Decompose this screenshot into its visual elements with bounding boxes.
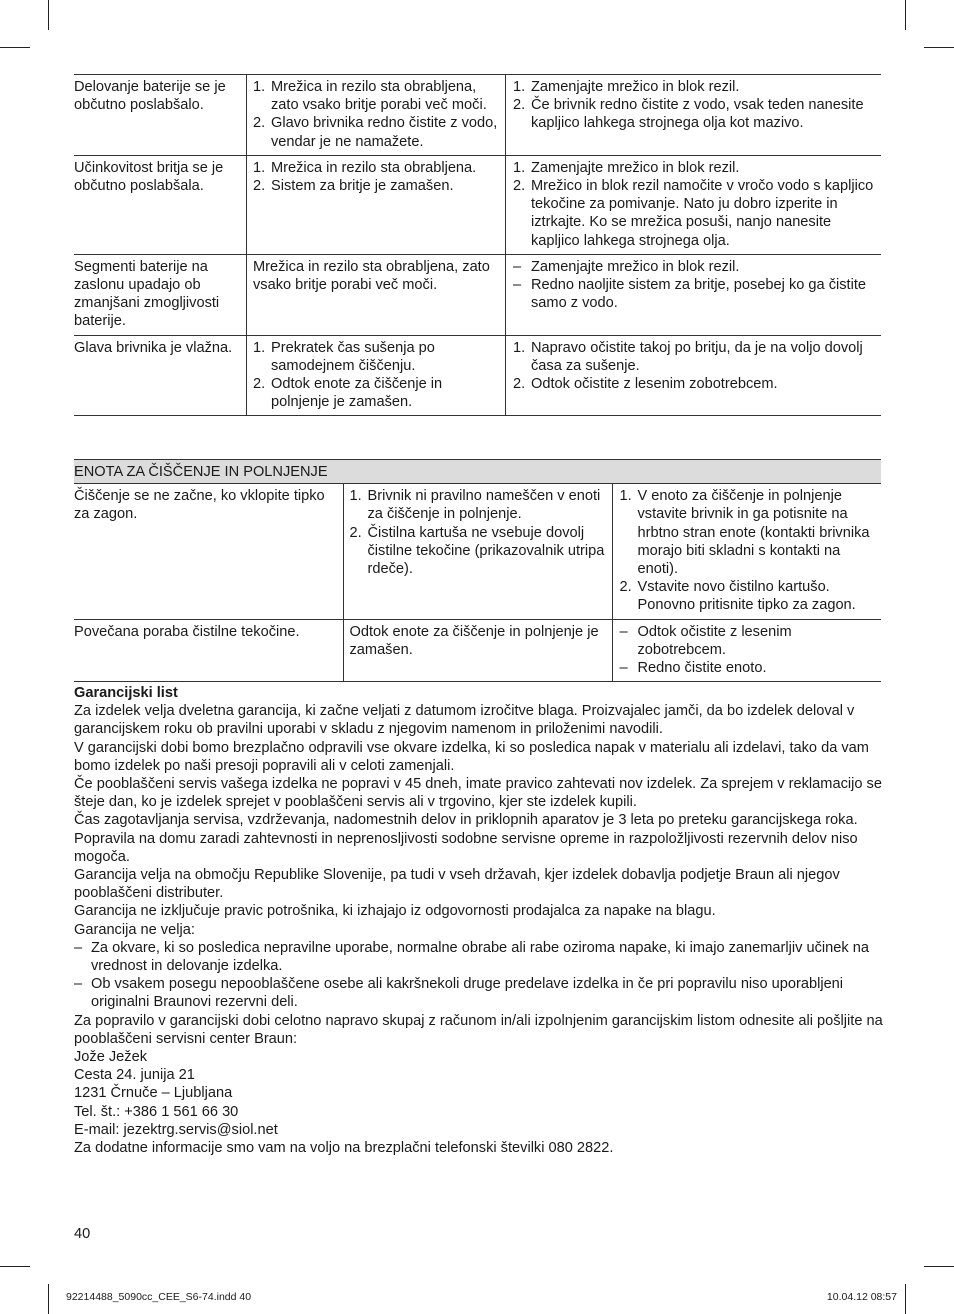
list-marker: 2. [253, 115, 266, 132]
crop-mark [48, 0, 49, 30]
list-marker: 1. [513, 79, 526, 95]
table-row [74, 155, 881, 254]
guarantee-paragraph: Garancija ne izključuje pravic potrošnika, ki izhajajo iz odgovornosti prodajalca za napake na blagu. [74, 903, 716, 920]
cause-item [253, 159, 501, 177]
remedy-item [513, 276, 881, 312]
remedy-item-text: Zamenjajte mrežico in blok rezil. [531, 258, 740, 275]
guarantee-paragraph: Tel. št.: +386 1 561 66 30 [74, 1103, 239, 1120]
guarantee-paragraph: V garancijski dobi bomo brezplačno odpravili vse okvare izdelka, ki so posledica napak v materialu ali izdelavi, tako da vam bomo izdelek po naši presoji popravili ali v celoti zamenjali. [74, 739, 869, 774]
remedy-item-text: V enoto za čiščenje in polnjenje vstavite brivnik in ga potisnite na hrbtno stran enote (kontakti brivnika morajo biti skladni s kontakti na enoti). [637, 488, 870, 578]
list-marker: 1. [253, 79, 266, 95]
cause-item [253, 78, 501, 114]
cause-item [253, 375, 501, 411]
remedy-item [513, 78, 881, 96]
guarantee-paragraph: Garancija ne velja: [74, 921, 195, 938]
guarantee-exclusions [74, 939, 884, 1012]
remedy-cell [612, 484, 881, 619]
list-marker: 1. [349, 488, 362, 505]
cause-cell [247, 155, 506, 254]
guarantee-paragraph: Za izdelek velja dveletna garancija, ki začne veljati z datumom izročitve blaga. Proizvajalec jamči, da bo izdelek deloval v garancijskem roku ob pravilni uporabi v skladu z njegovim namenom in priloženimi navodili. [74, 703, 855, 738]
cause-text: Odtok enote za čiščenje in polnjenje je zamašen. [349, 623, 599, 658]
cause-item-text: Odtok enote za čiščenje in polnjenje je zamašen. [271, 376, 443, 411]
list-marker: 2. [253, 376, 266, 393]
table-row [74, 335, 881, 416]
remedy-item-text: Zamenjajte mrežico in blok rezil. [531, 159, 740, 176]
cleaning-unit-table [74, 459, 881, 682]
exclusion-item [74, 975, 884, 1011]
remedy-item [513, 177, 881, 250]
list-marker: 1. [253, 339, 266, 356]
cause-cell [247, 254, 506, 335]
guarantee-paragraph: Za popravilo v garancijski dobi celotno napravo skupaj z računom in/ali izpolnjenim garancijskim listom odnesite ali pošljite na pooblaščeni servisni center Braun: [74, 1012, 883, 1047]
cause-cell [247, 335, 506, 416]
cause-item-text: Čistilna kartuša ne vsebuje dovolj čistilne tekočine (prikazovalnik utripa rdeče). [367, 524, 605, 578]
guarantee-paragraph: Če pooblaščeni servis vašega izdelka ne popravi v 45 dneh, imate pravico zahtevati nov izdelek. Za sprejem v reklamacijo se šteje dan, ko je izdelek sprejet v pooblaščeni servis ali v trgovino, kjer ste izdelek kupili. [74, 776, 882, 811]
list-marker: 1. [513, 339, 526, 356]
cause-item-text: Brivnik ni pravilno nameščen v enoti za čiščenje in polnjenje. [367, 488, 601, 523]
remedy-item-text: Mrežico in blok rezil namočite v vročo vodo s kapljico tekočine za pomivanje. Nato ju dobro izperite in iztrkajte. Ko se mrežica posuši, nanjo nanesite kapljico lahkega strojnega olja. [531, 178, 874, 249]
footer-date: 10.04.12 08:57 [826, 1291, 897, 1303]
guarantee-paragraph: Garancija velja na območju Republike Slovenije, pa tudi v vseh državah, kjer izdelek dobavlja podjetje Braun ali njegov pooblaščeni distributer. [74, 867, 840, 902]
crop-mark [0, 1266, 30, 1267]
cause-cell [343, 484, 612, 619]
remedy-cell [506, 254, 882, 335]
cause-item-text: Mrežica in rezilo sta obrabljena, zato vsako britje porabi več moči. [271, 79, 487, 114]
remedy-item-text: Odtok očistite z lesenim zobotrebcem. [637, 623, 792, 658]
troubleshooting-table [74, 74, 881, 416]
crop-mark [48, 1284, 49, 1314]
exclusion-text: Za okvare, ki so posledica nepravilne uporabe, normalne obrabe ali rabe oziroma napake, ki imajo zanemarljiv učinek na vrednost in delovanje izdelka. [91, 939, 869, 975]
list-marker: 2. [349, 524, 362, 541]
list-marker: – [74, 939, 83, 956]
remedy-item-text: Vstavite novo čistilno kartušo. Ponovno pritisnite tipko za zagon. [637, 579, 856, 614]
remedy-cell [506, 75, 882, 156]
guarantee-paragraph: Jože Ježek [74, 1049, 148, 1066]
guarantee-paragraphs [74, 702, 884, 939]
exclusion-item [74, 939, 884, 975]
crop-mark [905, 0, 906, 30]
remedy-item-text: Redno naoljite sistem za britje, posebej ko ga čistite samo z vodo. [531, 277, 867, 312]
remedy-item [513, 159, 881, 177]
list-marker: – [513, 277, 522, 294]
guarantee-paragraph: 1231 Črnuče – Ljubljana [74, 1085, 233, 1102]
list-marker: 2. [619, 579, 632, 596]
table-row [74, 619, 881, 682]
cause-item-text: Sistem za britje je zamašen. [271, 178, 454, 195]
guarantee-section [74, 684, 884, 1157]
table-row [74, 75, 881, 156]
cause-cell [247, 75, 506, 156]
list-marker: 2. [253, 178, 266, 195]
remedy-cell [612, 619, 881, 682]
remedy-item [620, 659, 882, 677]
table-row [74, 254, 881, 335]
section-header: ENOTA ZA ČIŠČENJE IN POLNJENJE [74, 460, 881, 484]
cause-item-text: Glavo brivnika redno čistite z vodo, vendar je ne namažete. [271, 115, 498, 150]
list-marker: – [619, 660, 628, 677]
guarantee-paragraph: Cesta 24. junija 21 [74, 1067, 195, 1084]
list-marker: 1. [513, 159, 526, 176]
list-marker: 2. [513, 376, 526, 393]
remedy-cell [506, 155, 882, 254]
cause-item [350, 524, 608, 579]
cause-item [253, 114, 501, 150]
remedy-item-text: Zamenjajte mrežico in blok rezil. [531, 79, 740, 95]
cause-item [350, 487, 608, 523]
problem-cell: Segmenti baterije na zaslonu upadajo ob zmanjšani zmogljivosti baterije. [74, 254, 247, 335]
cause-item [253, 339, 501, 375]
remedy-cell [506, 335, 882, 416]
cause-text: Mrežica in rezilo sta obrabljena, zato vsako britje porabi več moči. [253, 258, 490, 294]
list-marker: 2. [513, 97, 526, 114]
guarantee-paragraph: E-mail: jezektrg.servis@siol.net [74, 1121, 278, 1138]
section-header-row [74, 460, 881, 484]
guarantee-title: Garancijski list [74, 685, 178, 701]
list-marker: 1. [253, 159, 266, 176]
remedy-item [513, 375, 881, 393]
remedy-item-text: Če brivnik redno čistite z vodo, vsak teden nanesite kapljico lahkega strojnega olja kot mazivo. [531, 97, 864, 132]
problem-cell: Povečana poraba čistilne tekočine. [74, 619, 343, 682]
list-marker: – [74, 976, 83, 993]
problem-cell: Čiščenje se ne začne, ko vklopite tipko za zagon. [74, 484, 343, 619]
crop-mark [924, 1266, 954, 1267]
guarantee-paragraph: Čas zagotavljanja servisa, vzdrževanja, nadomestnih delov in priklopnih aparatov je 3 leta po preteku garancijskega roka. [74, 812, 858, 829]
guarantee-contact [74, 1012, 884, 1158]
problem-cell: Delovanje baterije se je občutno poslabšalo. [74, 75, 247, 156]
crop-mark [905, 1284, 906, 1314]
remedy-item [513, 258, 881, 276]
cause-item-text: Prekratek čas sušenja po samodejnem čiščenju. [271, 339, 435, 374]
crop-mark [0, 47, 30, 48]
crop-mark [924, 47, 954, 48]
remedy-item-text: Odtok očistite z lesenim zobotrebcem. [531, 376, 778, 393]
problem-cell: Učinkovitost britja se je občutno poslabšala. [74, 155, 247, 254]
list-marker: 2. [513, 178, 526, 195]
remedy-item [620, 487, 882, 578]
guarantee-paragraph: Za dodatne informacije smo vam na voljo na brezplačni telefonski številki 080 2822. [74, 1140, 614, 1157]
list-marker: – [619, 623, 628, 640]
guarantee-paragraph: Popravila na domu zaradi zahtevnosti in neprenosljivosti sodobne servisne opreme in razpoložljivosti rezervnih delov niso mogoča. [74, 830, 858, 865]
list-marker: 1. [619, 488, 632, 505]
footer-file-info: 92214488_5090cc_CEE_S6-74.indd 40 [66, 1291, 252, 1303]
remedy-item-text: Napravo očistite takoj po britju, da je na voljo dovolj časa za sušenje. [531, 339, 863, 374]
list-marker: – [513, 258, 522, 275]
cause-item [253, 177, 501, 195]
remedy-item [620, 623, 882, 659]
exclusion-text: Ob vsakem posegu nepooblaščene osebe ali kakršnekoli druge predelave izdelka in če pri popravilu niso uporabljeni originalni Braunovi rezervni deli. [91, 976, 844, 1011]
cause-cell [343, 619, 612, 682]
table-row [74, 484, 881, 619]
remedy-item [513, 339, 881, 375]
remedy-item-text: Redno čistite enoto. [637, 660, 767, 677]
problem-cell: Glava brivnika je vlažna. [74, 335, 247, 416]
page-number: 40 [74, 1226, 91, 1242]
cause-item-text: Mrežica in rezilo sta obrabljena. [271, 159, 477, 176]
remedy-item [620, 578, 882, 614]
remedy-item [513, 96, 881, 132]
